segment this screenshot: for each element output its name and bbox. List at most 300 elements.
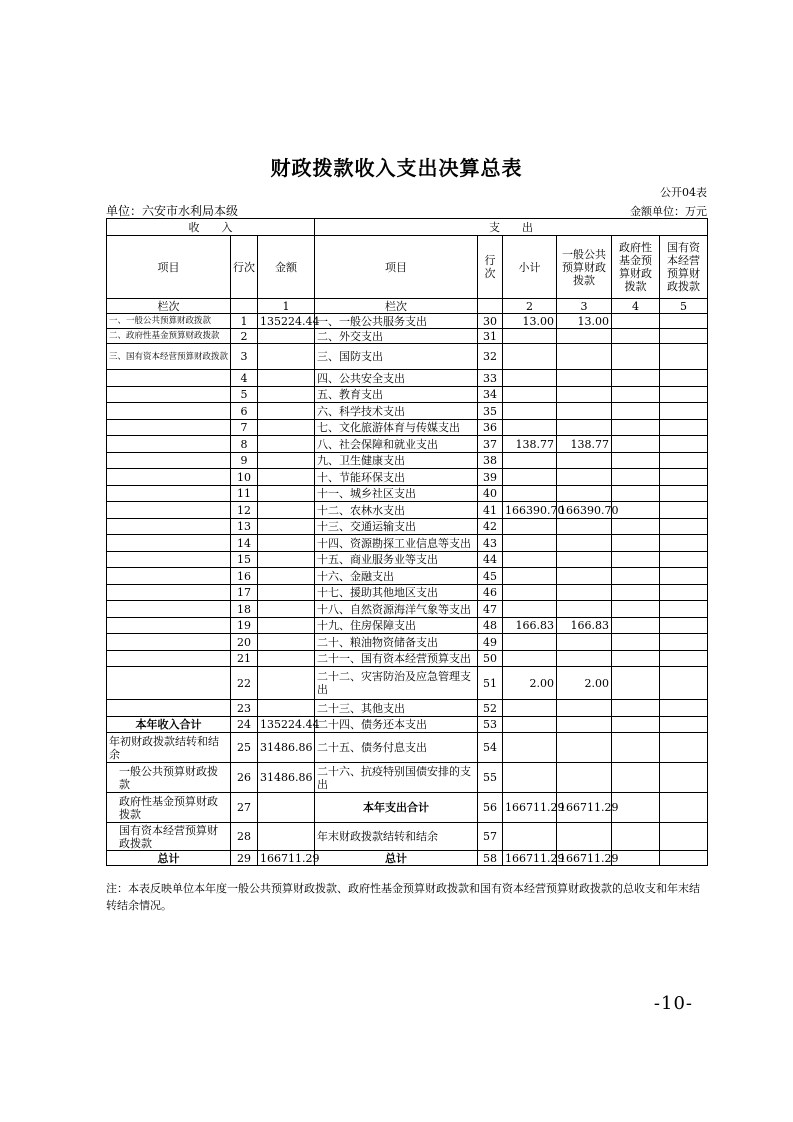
income-rowno-cell: 26 (231, 763, 258, 793)
state-capital-cell (660, 618, 708, 634)
table-row (107, 329, 708, 344)
general-budget-cell: 166711.29 (557, 851, 612, 866)
state-capital-cell (660, 329, 708, 344)
income-rowno-cell: 27 (231, 793, 258, 823)
income-header: 收 入 (107, 219, 315, 236)
expense-item-cell: 十、节能环保支出 (315, 469, 478, 486)
income-item-cell (107, 453, 231, 469)
state-capital-cell (660, 420, 708, 436)
income-rowno-cell: 28 (231, 823, 258, 851)
table-row (107, 601, 708, 618)
state-capital-cell (660, 502, 708, 519)
expense-rowno-cell: 36 (478, 420, 503, 436)
income-item-cell (107, 568, 231, 585)
general-budget-cell (557, 370, 612, 387)
col-1-label: 1 (258, 299, 315, 314)
income-rowno-cell: 13 (231, 519, 258, 535)
expense-header: 支 出 (315, 219, 708, 236)
income-amount-cell (258, 436, 315, 453)
expense-item-cell: 二十、粮油物资储备支出 (315, 634, 478, 651)
table-row (107, 667, 708, 700)
gov-fund-cell (612, 700, 660, 717)
general-budget-cell (557, 486, 612, 502)
subtotal-cell (503, 486, 557, 502)
income-rowno-cell: 11 (231, 486, 258, 502)
state-capital-cell (660, 823, 708, 851)
table-row (107, 851, 708, 866)
income-amount-cell (258, 329, 315, 344)
general-budget-cell (557, 700, 612, 717)
gov-fund-cell (612, 552, 660, 568)
general-budget-cell (557, 519, 612, 535)
gov-fund-cell (612, 519, 660, 535)
gov-fund-cell (612, 717, 660, 733)
expense-rowno-cell: 43 (478, 535, 503, 552)
income-item-cell (107, 502, 231, 519)
expense-item-cell: 二十四、债务还本支出 (315, 717, 478, 733)
state-capital-cell (660, 453, 708, 469)
gov-fund-cell (612, 667, 660, 700)
income-lanci: 栏次 (107, 299, 231, 314)
income-amount-cell (258, 601, 315, 618)
general-budget-cell: 2.00 (557, 667, 612, 700)
income-item-cell (107, 469, 231, 486)
unit-label: 单位：六安市水利局本级 (106, 204, 239, 218)
subtotal-cell (503, 651, 557, 667)
income-amount-cell: 166711.29 (258, 851, 315, 866)
expense-rowno-cell: 42 (478, 519, 503, 535)
income-amount-cell (258, 370, 315, 387)
subtotal-cell (503, 420, 557, 436)
state-capital-header: 国有资本经营预算财政拨款 (660, 236, 708, 299)
general-budget-cell: 166.83 (557, 618, 612, 634)
table-row (107, 823, 708, 851)
table-row (107, 370, 708, 387)
general-budget-cell (557, 403, 612, 420)
income-item-cell (107, 651, 231, 667)
form-code: 公开04表 (660, 186, 707, 199)
subtotal-cell (503, 329, 557, 344)
gov-fund-cell (612, 387, 660, 403)
expense-lanci: 栏次 (315, 299, 478, 314)
income-amount-cell (258, 344, 315, 370)
income-item-cell: 政府性基金预算财政拨款 (107, 793, 231, 823)
general-budget-cell (557, 329, 612, 344)
income-rowno-cell: 18 (231, 601, 258, 618)
general-budget-cell (557, 469, 612, 486)
table-row (107, 314, 708, 329)
income-amount-header: 金额 (258, 236, 315, 299)
subtotal-header: 小计 (503, 236, 557, 299)
income-amount-cell (258, 823, 315, 851)
expense-item-cell: 二十五、债务付息支出 (315, 733, 478, 763)
general-budget-cell (557, 634, 612, 651)
income-item-cell: 一、一般公共预算财政拨款 (107, 314, 231, 329)
footnote: 注：本表反映单位本年度一般公共预算财政拨款、政府性基金预算财政拨款和国有资本经营预算财政拨款的总收支和年末结转结余情况。 (106, 882, 700, 912)
expense-rowno-cell: 48 (478, 618, 503, 634)
state-capital-cell (660, 568, 708, 585)
income-rowno-cell: 8 (231, 436, 258, 453)
gov-fund-cell (612, 793, 660, 823)
expense-item-cell: 十六、金融支出 (315, 568, 478, 585)
income-item-cell (107, 667, 231, 700)
gov-fund-cell (612, 436, 660, 453)
subtotal-cell (503, 344, 557, 370)
income-rowno-cell: 21 (231, 651, 258, 667)
income-rowno-cell: 1 (231, 314, 258, 329)
income-amount-cell (258, 453, 315, 469)
gov-fund-cell (612, 733, 660, 763)
income-item-cell (107, 700, 231, 717)
income-item-cell: 本年收入合计 (107, 717, 231, 733)
income-amount-cell (258, 618, 315, 634)
expense-item-cell: 八、社会保障和就业支出 (315, 436, 478, 453)
gov-fund-cell (612, 601, 660, 618)
income-amount-cell (258, 469, 315, 486)
gov-fund-cell (612, 344, 660, 370)
income-item-cell (107, 486, 231, 502)
page-number: -10- (653, 993, 693, 1014)
expense-item-cell: 二十二、灾害防治及应急管理支出 (315, 667, 478, 700)
table-row (107, 502, 708, 519)
table-row (107, 634, 708, 651)
income-rowno-cell: 29 (231, 851, 258, 866)
subtotal-cell: 2.00 (503, 667, 557, 700)
income-rowno-cell: 12 (231, 502, 258, 519)
income-item-cell: 一般公共预算财政拨款 (107, 763, 231, 793)
subtotal-cell (503, 535, 557, 552)
general-budget-cell (557, 535, 612, 552)
subtotal-cell (503, 568, 557, 585)
income-amount-cell (258, 585, 315, 601)
expense-item-cell: 十七、援助其他地区支出 (315, 585, 478, 601)
expense-item-cell: 年末财政拨款结转和结余 (315, 823, 478, 851)
table-row (107, 344, 708, 370)
expense-item-cell: 十九、住房保障支出 (315, 618, 478, 634)
expense-rowno-cell: 31 (478, 329, 503, 344)
expense-rowno-cell: 58 (478, 851, 503, 866)
subtotal-cell (503, 601, 557, 618)
income-rowno-cell: 25 (231, 733, 258, 763)
state-capital-cell (660, 314, 708, 329)
gov-fund-cell (612, 823, 660, 851)
general-budget-cell (557, 823, 612, 851)
table-row (107, 403, 708, 420)
state-capital-cell (660, 601, 708, 618)
subtotal-cell (503, 552, 557, 568)
expense-item-cell: 六、科学技术支出 (315, 403, 478, 420)
expense-rowno-cell: 50 (478, 651, 503, 667)
income-amount-cell: 31486.86 (258, 733, 315, 763)
table-row (107, 700, 708, 717)
gov-fund-cell (612, 329, 660, 344)
income-amount-cell: 135224.44 (258, 717, 315, 733)
general-budget-cell: 166390.70 (557, 502, 612, 519)
income-rowno-cell: 16 (231, 568, 258, 585)
subtotal-cell: 13.00 (503, 314, 557, 329)
table-row (107, 420, 708, 436)
state-capital-cell (660, 519, 708, 535)
expense-item-cell: 一、一般公共服务支出 (315, 314, 478, 329)
state-capital-cell (660, 370, 708, 387)
subtotal-cell (503, 717, 557, 733)
subtotal-cell (503, 370, 557, 387)
income-rowno-cell: 23 (231, 700, 258, 717)
expense-item-cell: 十八、自然资源海洋气象等支出 (315, 601, 478, 618)
income-rowno-cell: 19 (231, 618, 258, 634)
general-budget-cell (557, 568, 612, 585)
general-budget-cell (557, 733, 612, 763)
col-2-label: 2 (503, 299, 557, 314)
subtotal-cell: 166711.29 (503, 851, 557, 866)
expense-rowno-cell: 47 (478, 601, 503, 618)
expense-item-header: 项目 (315, 236, 478, 299)
gov-fund-cell (612, 486, 660, 502)
income-amount-cell (258, 793, 315, 823)
income-item-header: 项目 (107, 236, 231, 299)
subtotal-cell (503, 585, 557, 601)
gov-fund-cell (612, 851, 660, 866)
subtotal-cell: 166.83 (503, 618, 557, 634)
state-capital-cell (660, 700, 708, 717)
general-budget-cell: 166711.29 (557, 793, 612, 823)
general-budget-cell (557, 420, 612, 436)
table-row (107, 585, 708, 601)
income-item-cell: 总计 (107, 851, 231, 866)
income-rowno-cell: 14 (231, 535, 258, 552)
general-budget-cell (557, 552, 612, 568)
expense-item-cell: 二十一、国有资本经营预算支出 (315, 651, 478, 667)
expense-rowno-cell: 38 (478, 453, 503, 469)
col-5-label: 5 (660, 299, 708, 314)
gov-fund-cell (612, 314, 660, 329)
expense-rowno-cell: 49 (478, 634, 503, 651)
income-item-cell: 国有资本经营预算财政拨款 (107, 823, 231, 851)
state-capital-cell (660, 344, 708, 370)
expense-rowno-cell: 46 (478, 585, 503, 601)
expense-rowno-cell: 44 (478, 552, 503, 568)
income-amount-cell (258, 387, 315, 403)
subtotal-cell (503, 453, 557, 469)
income-amount-cell (258, 552, 315, 568)
income-item-cell (107, 585, 231, 601)
income-item-cell (107, 535, 231, 552)
expense-item-cell: 十五、商业服务业等支出 (315, 552, 478, 568)
gov-fund-cell (612, 469, 660, 486)
gov-fund-cell (612, 453, 660, 469)
expense-rowno-cell: 33 (478, 370, 503, 387)
expense-rowno-cell: 45 (478, 568, 503, 585)
income-rowno-cell: 20 (231, 634, 258, 651)
gov-fund-cell (612, 568, 660, 585)
income-rowno-cell: 9 (231, 453, 258, 469)
income-rowno-cell: 10 (231, 469, 258, 486)
state-capital-cell (660, 651, 708, 667)
subtotal-cell (503, 387, 557, 403)
expense-item-cell: 总计 (315, 851, 478, 866)
expense-item-cell: 二十六、抗疫特别国债安排的支出 (315, 763, 478, 793)
expense-rowno-cell: 39 (478, 469, 503, 486)
income-item-cell (107, 618, 231, 634)
state-capital-cell (660, 717, 708, 733)
state-capital-cell (660, 585, 708, 601)
income-amount-cell: 135224.44 (258, 314, 315, 329)
general-budget-cell (557, 651, 612, 667)
table-row (107, 568, 708, 585)
general-budget-cell: 13.00 (557, 314, 612, 329)
income-item-cell (107, 403, 231, 420)
table-row (107, 763, 708, 793)
income-item-cell (107, 370, 231, 387)
income-amount-cell (258, 403, 315, 420)
income-item-cell: 三、国有资本经营预算财政拨款 (107, 344, 231, 370)
gov-fund-cell (612, 763, 660, 793)
expense-item-cell: 十一、城乡社区支出 (315, 486, 478, 502)
income-amount-cell (258, 568, 315, 585)
table-row (107, 453, 708, 469)
general-budget-cell (557, 717, 612, 733)
expense-rowno-cell: 30 (478, 314, 503, 329)
expense-rowno-cell: 53 (478, 717, 503, 733)
subtotal-cell (503, 733, 557, 763)
expense-item-cell: 四、公共安全支出 (315, 370, 478, 387)
table-row (107, 552, 708, 568)
general-budget-cell (557, 601, 612, 618)
income-rowno-cell: 3 (231, 344, 258, 370)
table-row (107, 733, 708, 763)
expense-rowno-cell: 52 (478, 700, 503, 717)
expense-rowno-cell: 34 (478, 387, 503, 403)
subtotal-cell: 166711.29 (503, 793, 557, 823)
state-capital-cell (660, 469, 708, 486)
subtotal-cell (503, 469, 557, 486)
expense-rowno-cell: 56 (478, 793, 503, 823)
general-budget-header: 一般公共预算财政拨款 (557, 236, 612, 299)
income-amount-cell (258, 486, 315, 502)
income-rowno-cell: 22 (231, 667, 258, 700)
state-capital-cell (660, 733, 708, 763)
table-row (107, 387, 708, 403)
subtotal-cell (503, 700, 557, 717)
income-amount-cell (258, 420, 315, 436)
income-rowno-cell: 6 (231, 403, 258, 420)
expense-item-cell: 本年支出合计 (315, 793, 478, 823)
general-budget-cell: 138.77 (557, 436, 612, 453)
col-4-label: 4 (612, 299, 660, 314)
table-row (107, 717, 708, 733)
page-title: 财政拨款收入支出决算总表 (270, 156, 523, 180)
gov-fund-header: 政府性基金预算财政拨款 (612, 236, 660, 299)
income-item-cell (107, 601, 231, 618)
subtotal-cell (503, 403, 557, 420)
state-capital-cell (660, 486, 708, 502)
state-capital-cell (660, 436, 708, 453)
subtotal-cell: 138.77 (503, 436, 557, 453)
state-capital-cell (660, 403, 708, 420)
gov-fund-cell (612, 634, 660, 651)
table-row (107, 486, 708, 502)
gov-fund-cell (612, 502, 660, 519)
income-amount-cell (258, 519, 315, 535)
general-budget-cell (557, 585, 612, 601)
state-capital-cell (660, 535, 708, 552)
gov-fund-cell (612, 585, 660, 601)
subtotal-cell (503, 519, 557, 535)
subtotal-cell (503, 634, 557, 651)
income-amount-cell (258, 634, 315, 651)
expense-item-cell: 二、外交支出 (315, 329, 478, 344)
expense-rowno-cell: 35 (478, 403, 503, 420)
table-body (107, 314, 708, 866)
expense-rowno-cell: 57 (478, 823, 503, 851)
gov-fund-cell (612, 420, 660, 436)
expense-rowno-cell: 51 (478, 667, 503, 700)
income-item-cell (107, 634, 231, 651)
expense-item-cell: 九、卫生健康支出 (315, 453, 478, 469)
expense-item-cell: 十二、农林水支出 (315, 502, 478, 519)
expense-rowno-cell: 41 (478, 502, 503, 519)
gov-fund-cell (612, 651, 660, 667)
gov-fund-cell (612, 370, 660, 387)
income-amount-cell (258, 667, 315, 700)
income-amount-cell (258, 502, 315, 519)
expense-rowno-cell: 55 (478, 763, 503, 793)
state-capital-cell (660, 387, 708, 403)
income-item-cell (107, 387, 231, 403)
income-item-cell (107, 552, 231, 568)
subtotal-cell (503, 823, 557, 851)
income-item-cell: 年初财政拨款结转和结余 (107, 733, 231, 763)
expense-item-cell: 二十三、其他支出 (315, 700, 478, 717)
gov-fund-cell (612, 618, 660, 634)
table-row (107, 651, 708, 667)
expense-item-cell: 十四、资源勘探工业信息等支出 (315, 535, 478, 552)
state-capital-cell (660, 851, 708, 866)
expense-rowno-cell: 40 (478, 486, 503, 502)
table-row (107, 519, 708, 535)
income-amount-cell: 31486.86 (258, 763, 315, 793)
budget-table (106, 218, 708, 866)
income-rowno-cell: 4 (231, 370, 258, 387)
expense-item-cell: 十三、交通运输支出 (315, 519, 478, 535)
state-capital-cell (660, 552, 708, 568)
income-rowno-cell: 24 (231, 717, 258, 733)
income-rowno-cell: 5 (231, 387, 258, 403)
general-budget-cell (557, 453, 612, 469)
income-rowno-cell: 17 (231, 585, 258, 601)
table-row (107, 535, 708, 552)
income-item-cell (107, 420, 231, 436)
expense-rowno-cell: 54 (478, 733, 503, 763)
expense-item-cell: 七、文化旅游体育与传媒支出 (315, 420, 478, 436)
state-capital-cell (660, 793, 708, 823)
gov-fund-cell (612, 403, 660, 420)
income-rowno-cell: 2 (231, 329, 258, 344)
income-rowno-cell: 15 (231, 552, 258, 568)
table-row (107, 618, 708, 634)
state-capital-cell (660, 763, 708, 793)
table-row (107, 793, 708, 823)
expense-rowno-cell: 32 (478, 344, 503, 370)
expense-rowno-cell: 37 (478, 436, 503, 453)
expense-item-cell: 五、教育支出 (315, 387, 478, 403)
gov-fund-cell (612, 535, 660, 552)
income-rowno-header: 行次 (231, 236, 258, 299)
subtotal-cell: 166390.70 (503, 502, 557, 519)
income-rowno-cell: 7 (231, 420, 258, 436)
expense-item-cell: 三、国防支出 (315, 344, 478, 370)
expense-rowno-header: 行次 (478, 236, 503, 299)
